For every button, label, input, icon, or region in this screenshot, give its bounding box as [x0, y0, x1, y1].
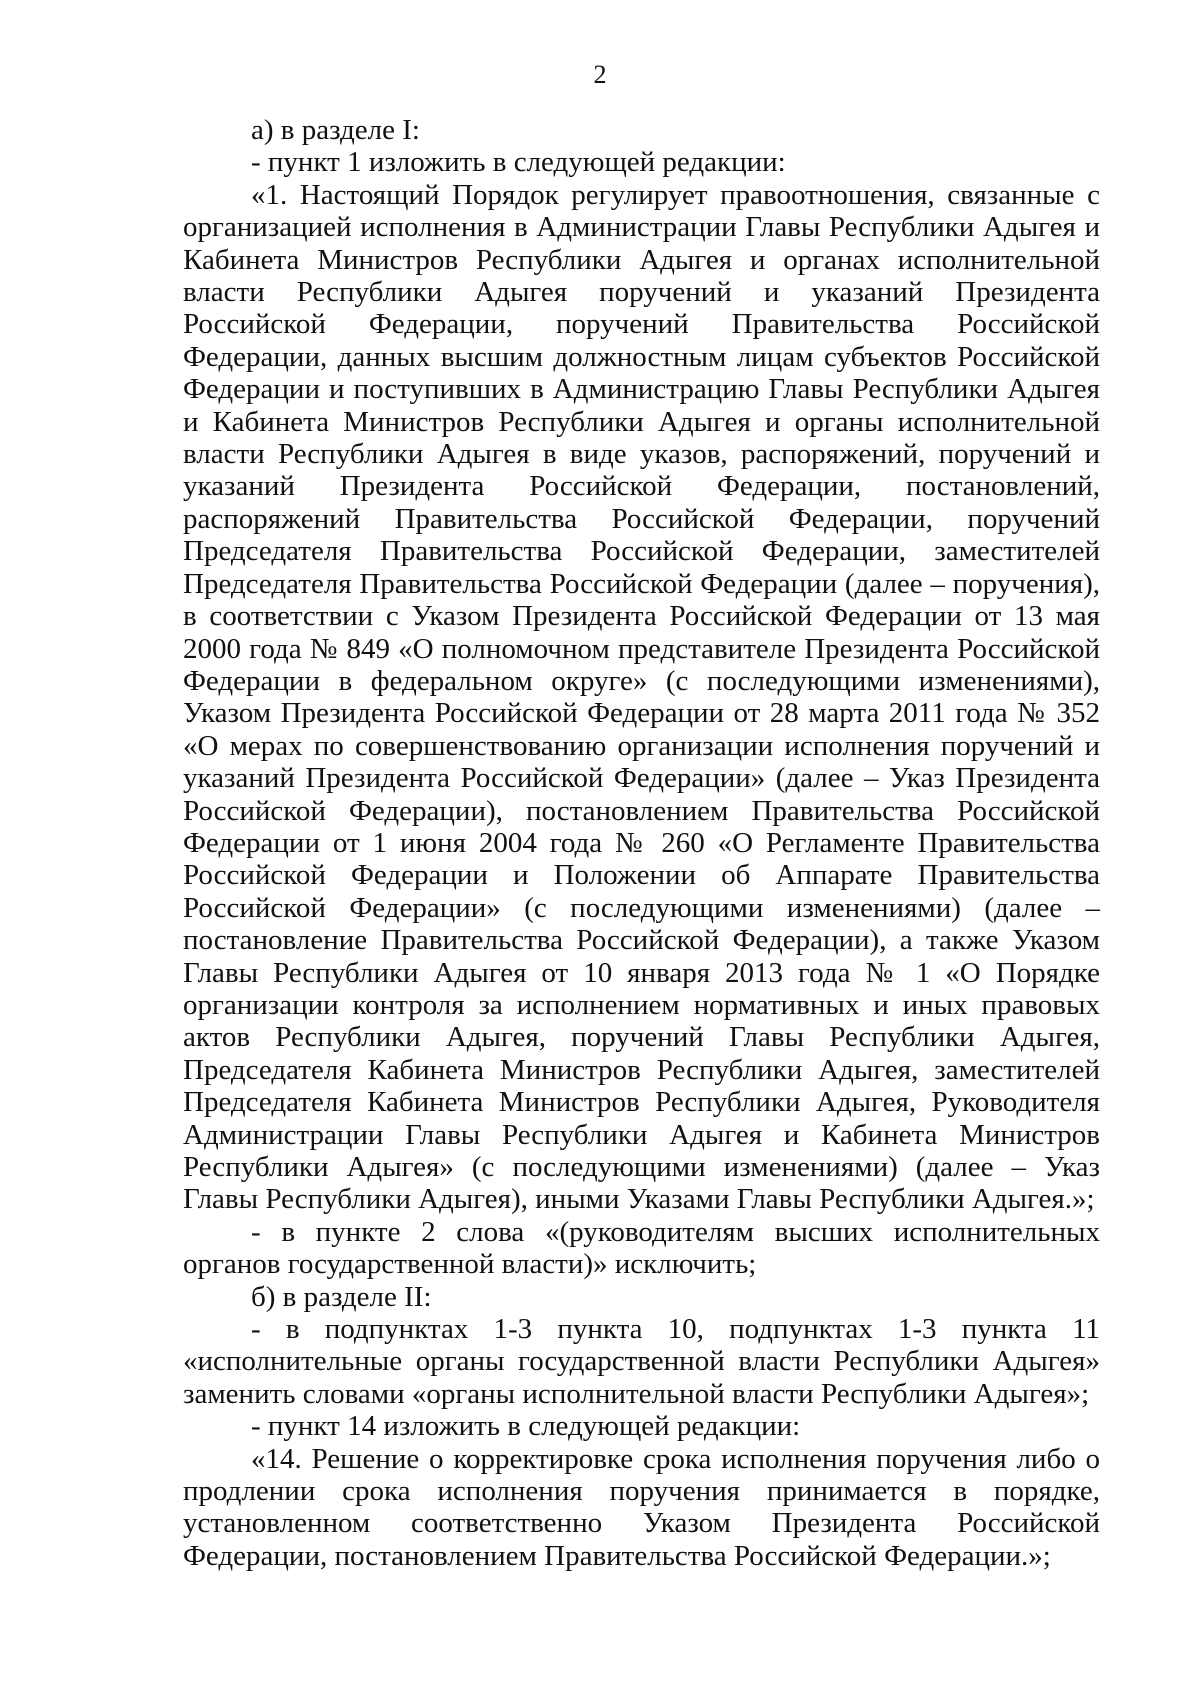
- document-body: [183, 114, 1100, 1572]
- paragraph-item-2-instruction: - в пункте 2 слова «(руководителям высших исполнительных органов государственной власти)» исключить;: [183, 1215, 1100, 1281]
- paragraph-item-1-instruction: - пункт 1 изложить в следующей редакции:: [251, 146, 786, 179]
- paragraph-item-1-new-text: «1. Настоящий Порядок регулирует правоотношения, связанные с организацией исполнения в Администрации Главы Республики Адыгея и Кабинета Министров Республики Адыгея и органах исполнительной власти Республики Адыгея поручений и указаний Президента Российской Федерации, поручений Правительства Российской Федерации, данных высшим должностным лицам субъектов Российской Федерации и поступивших в Администрацию Главы Республики Адыгея и Кабинета Министров Республики Адыгея и органы исполнительной власти Республики Адыгея в виде указов, распоряжений, поручений и указаний Президента Российской Федерации, постановлений, распоряжений Правительства Российской Федерации, поручений Председателя Правительства Российской Федерации, заместителей Председателя Правительства Российской Федерации (далее – поручения), в соответствии с Указом Президента Российской Федерации от 13 мая 2000 года № 849 «О полномочном представителе Президента Российской Федерации в федеральном округе» (с последующими изменениями), Указом Президента Российской Федерации от 28 марта 2011 года № 352 «О мерах по совершенствованию организации исполнения поручений и указаний Президента Российской Федерации» (далее – Указ Президента Российской Федерации), постановлением Правительства Российской Федерации от 1 июня 2004 года № 260 «О Регламенте Правительства Российской Федерации и Положении об Аппарате Правительства Российской Федерации» (с последующими изменениями) (далее – постановление Правительства Российской Федерации), а также Указом Главы Республики Адыгея от 10 января 2013 года № 1 «О Порядке организации контроля за исполнением нормативных и иных правовых актов Республики Адыгея, поручений Главы Республики Адыгея, Председателя Кабинета Министров Республики Адыгея, заместителей Председателя Кабинета Министров Республики Адыгея, Руководителя Администрации Главы Республики Адыгея и Кабинета Министров Республики Адыгея» (с последующими изменениями) (далее – Указ Главы Республики Адыгея), иными Указами Главы Республики Адыгея.»;: [183, 178, 1100, 1216]
- page-number: 2: [593, 60, 607, 89]
- paragraph-section-2-heading: б) в разделе II:: [251, 1280, 432, 1313]
- paragraph-item-14-new-text: «14. Решение о корректировке срока исполнения поручения либо о продлении срока исполнения поручения принимается в порядке, установленном соответственно Указом Президента Российской Федерации, постановлением Правительства Российской Федерации.»;: [183, 1442, 1100, 1572]
- paragraph-item-14-instruction: - пункт 14 изложить в следующей редакции:: [251, 1410, 801, 1443]
- paragraph-section-1-heading: а) в разделе I:: [251, 114, 420, 146]
- paragraph-items-10-11-instruction: - в подпунктах 1-3 пункта 10, подпунктах 1-3 пункта 11 «исполнительные органы государственной власти Республики Адыгея» заменить словами «органы исполнительной власти Республики Адыгея»;: [183, 1313, 1100, 1410]
